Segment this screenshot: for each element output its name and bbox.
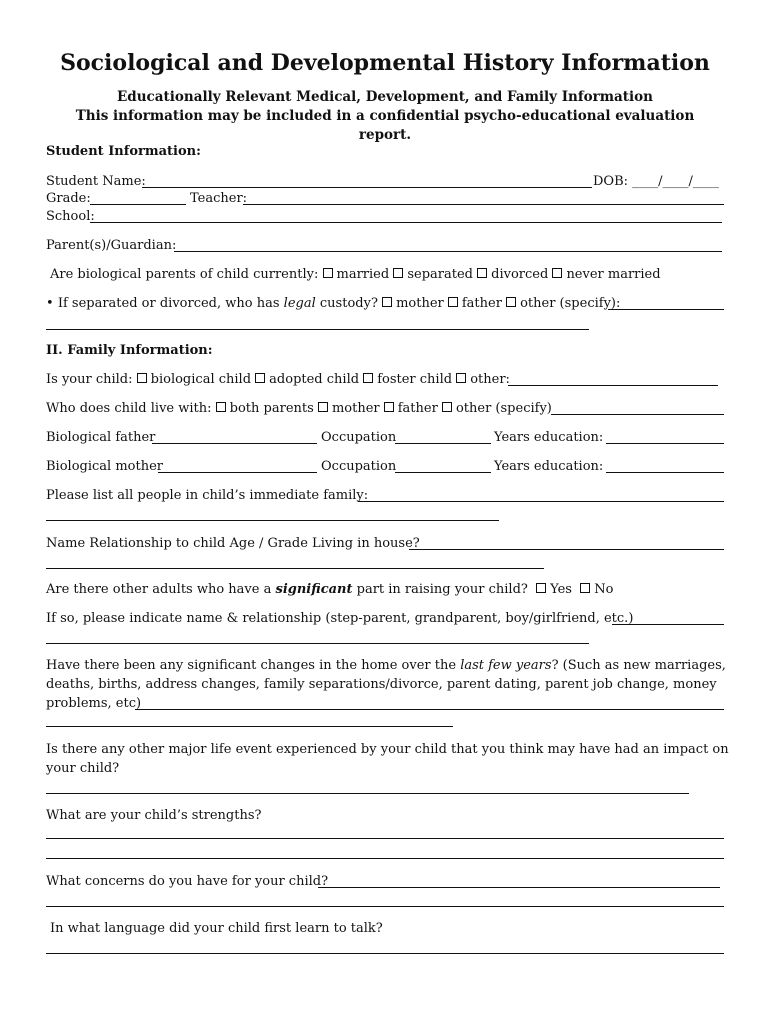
if-so-field[interactable] bbox=[612, 611, 724, 625]
mother-years-education-label: Years education: bbox=[494, 459, 604, 474]
language-line[interactable] bbox=[46, 953, 724, 954]
concerns-field[interactable] bbox=[318, 874, 720, 888]
child-type-label: Is your child: bbox=[46, 372, 133, 387]
biological-child-label: biological child bbox=[150, 372, 252, 387]
never-married-checkbox[interactable] bbox=[552, 268, 562, 278]
concerns-question: What concerns do you have for your child? bbox=[46, 874, 329, 889]
bio-mother-label: Biological mother bbox=[46, 459, 163, 474]
changes-text-1: Have there been any significant changes in the home over the bbox=[46, 658, 457, 673]
subtitle-line-1: Educationally Relevant Medical, Development, and Family Information bbox=[117, 89, 653, 105]
divorced-checkbox[interactable] bbox=[477, 268, 487, 278]
if-so-label: If so, please indicate name & relationship (step-parent, grandparent, boy/girlfriend, etc.) bbox=[46, 611, 634, 626]
custody-text-1: If separated or divorced, who has bbox=[57, 296, 280, 311]
immediate-family-line-2[interactable] bbox=[46, 520, 499, 521]
language-question: In what language did your child first learn to talk? bbox=[50, 921, 383, 936]
foster-child-checkbox[interactable] bbox=[363, 373, 373, 383]
father-occupation-field[interactable] bbox=[395, 430, 491, 444]
foster-child-label: foster child bbox=[377, 372, 453, 387]
custody-legal: legal bbox=[283, 296, 316, 311]
other-adults-text-2: part in raising your child? bbox=[356, 582, 528, 597]
if-so-line-2[interactable] bbox=[46, 643, 589, 644]
student-name-label: Student Name: bbox=[46, 174, 146, 189]
immediate-family-field[interactable] bbox=[358, 488, 724, 502]
yes-label: Yes bbox=[550, 582, 572, 597]
subtitle-line-2: This information may be included in a confidential psycho-educational evaluation bbox=[75, 108, 695, 124]
child-type-question bbox=[46, 372, 510, 388]
changes-question-1 bbox=[46, 658, 726, 674]
lives-other-label: other (specify) bbox=[455, 401, 552, 416]
other-child-label: other: bbox=[470, 372, 510, 387]
custody-other-checkbox[interactable] bbox=[506, 297, 516, 307]
lives-father-checkbox[interactable] bbox=[384, 402, 394, 412]
other-adults-significant: significant bbox=[275, 582, 353, 597]
custody-father-label: father bbox=[461, 296, 502, 311]
lives-father-label: father bbox=[397, 401, 438, 416]
custody-mother-checkbox[interactable] bbox=[382, 297, 392, 307]
father-occupation-label: Occupation bbox=[321, 430, 397, 445]
strengths-question: What are your child’s strengths? bbox=[46, 808, 262, 823]
never-married-label: never married bbox=[566, 267, 661, 282]
bio-mother-field[interactable] bbox=[158, 459, 317, 473]
separated-checkbox[interactable] bbox=[393, 268, 403, 278]
strengths-line-2[interactable] bbox=[46, 858, 724, 859]
changes-question-3: problems, etc) bbox=[46, 696, 142, 711]
relationship-table-label: Name Relationship to child Age / Grade Living in house? bbox=[46, 536, 420, 551]
other-adults-text-1: Are there other adults who have a bbox=[46, 582, 272, 597]
custody-mother-label: mother bbox=[396, 296, 444, 311]
father-years-education-label: Years education: bbox=[494, 430, 604, 445]
lives-mother-label: mother bbox=[331, 401, 380, 416]
separated-label: separated bbox=[407, 267, 473, 282]
yes-checkbox[interactable] bbox=[536, 583, 546, 593]
changes-line-2[interactable] bbox=[46, 726, 453, 727]
both-parents-label: both parents bbox=[229, 401, 314, 416]
divorced-label: divorced bbox=[491, 267, 549, 282]
bio-father-field[interactable] bbox=[152, 430, 317, 444]
family-info-heading: II. Family Information: bbox=[46, 343, 213, 358]
father-years-education-field[interactable] bbox=[606, 430, 724, 444]
custody-continuation-line[interactable] bbox=[46, 329, 589, 330]
married-label: married bbox=[336, 267, 390, 282]
bullet: • bbox=[46, 296, 54, 311]
teacher-label: Teacher: bbox=[190, 191, 248, 206]
biological-child-checkbox[interactable] bbox=[137, 373, 147, 383]
strengths-line-1[interactable] bbox=[46, 838, 724, 839]
lives-mother-checkbox[interactable] bbox=[318, 402, 328, 412]
immediate-family-label: Please list all people in child’s immediate family: bbox=[46, 488, 369, 503]
changes-field[interactable] bbox=[135, 696, 724, 710]
grade-field[interactable] bbox=[90, 191, 186, 205]
school-label: School: bbox=[46, 209, 95, 224]
bio-parents-label: Are biological parents of child currently: bbox=[50, 267, 319, 282]
bio-father-label: Biological father bbox=[46, 430, 156, 445]
lives-other-checkbox[interactable] bbox=[442, 402, 452, 412]
no-label: No bbox=[594, 582, 614, 597]
other-child-checkbox[interactable] bbox=[456, 373, 466, 383]
married-checkbox[interactable] bbox=[323, 268, 333, 278]
changes-text-2: ? (Such as new marriages, bbox=[551, 658, 726, 673]
other-adults-question bbox=[46, 582, 613, 598]
lives-with-other-field[interactable] bbox=[551, 401, 724, 415]
mother-years-education-field[interactable] bbox=[606, 459, 724, 473]
child-type-other-field[interactable] bbox=[508, 372, 718, 386]
dob-label: DOB: ____/____/____ bbox=[593, 174, 719, 189]
life-event-line[interactable] bbox=[46, 793, 689, 794]
lives-with-label: Who does child live with: bbox=[46, 401, 212, 416]
student-name-field[interactable] bbox=[142, 174, 592, 188]
adopted-child-label: adopted child bbox=[269, 372, 360, 387]
parent-guardian-label: Parent(s)/Guardian: bbox=[46, 238, 177, 253]
adopted-child-checkbox[interactable] bbox=[255, 373, 265, 383]
custody-text-2: custody? bbox=[319, 296, 378, 311]
custody-father-checkbox[interactable] bbox=[448, 297, 458, 307]
relationship-field[interactable] bbox=[409, 536, 724, 550]
custody-other-label: other (specify): bbox=[520, 296, 621, 311]
parent-guardian-field[interactable] bbox=[174, 238, 722, 252]
life-event-question-1: Is there any other major life event experienced by your child that you think may have had an impact on bbox=[46, 742, 729, 757]
relationship-line-2[interactable] bbox=[46, 568, 544, 569]
both-parents-checkbox[interactable] bbox=[216, 402, 226, 412]
page-title: Sociological and Developmental History Information bbox=[60, 50, 710, 76]
mother-occupation-label: Occupation bbox=[321, 459, 397, 474]
student-info-heading: Student Information: bbox=[46, 144, 201, 159]
life-event-question-2: your child? bbox=[46, 761, 120, 776]
bio-parents-question bbox=[50, 267, 661, 283]
custody-other-field[interactable] bbox=[608, 296, 724, 310]
custody-question bbox=[46, 296, 620, 312]
changes-last-few-years: last few years bbox=[460, 658, 552, 673]
changes-question-2: deaths, births, address changes, family separations/divorce, parent dating, parent job change, money bbox=[46, 677, 717, 692]
lives-with-question bbox=[46, 401, 552, 417]
no-checkbox[interactable] bbox=[580, 583, 590, 593]
school-field[interactable] bbox=[90, 209, 722, 223]
subtitle-line-3: report. bbox=[358, 127, 412, 143]
mother-occupation-field[interactable] bbox=[395, 459, 491, 473]
teacher-field[interactable] bbox=[243, 191, 724, 205]
concerns-line-2[interactable] bbox=[46, 906, 724, 907]
grade-label: Grade: bbox=[46, 191, 91, 206]
